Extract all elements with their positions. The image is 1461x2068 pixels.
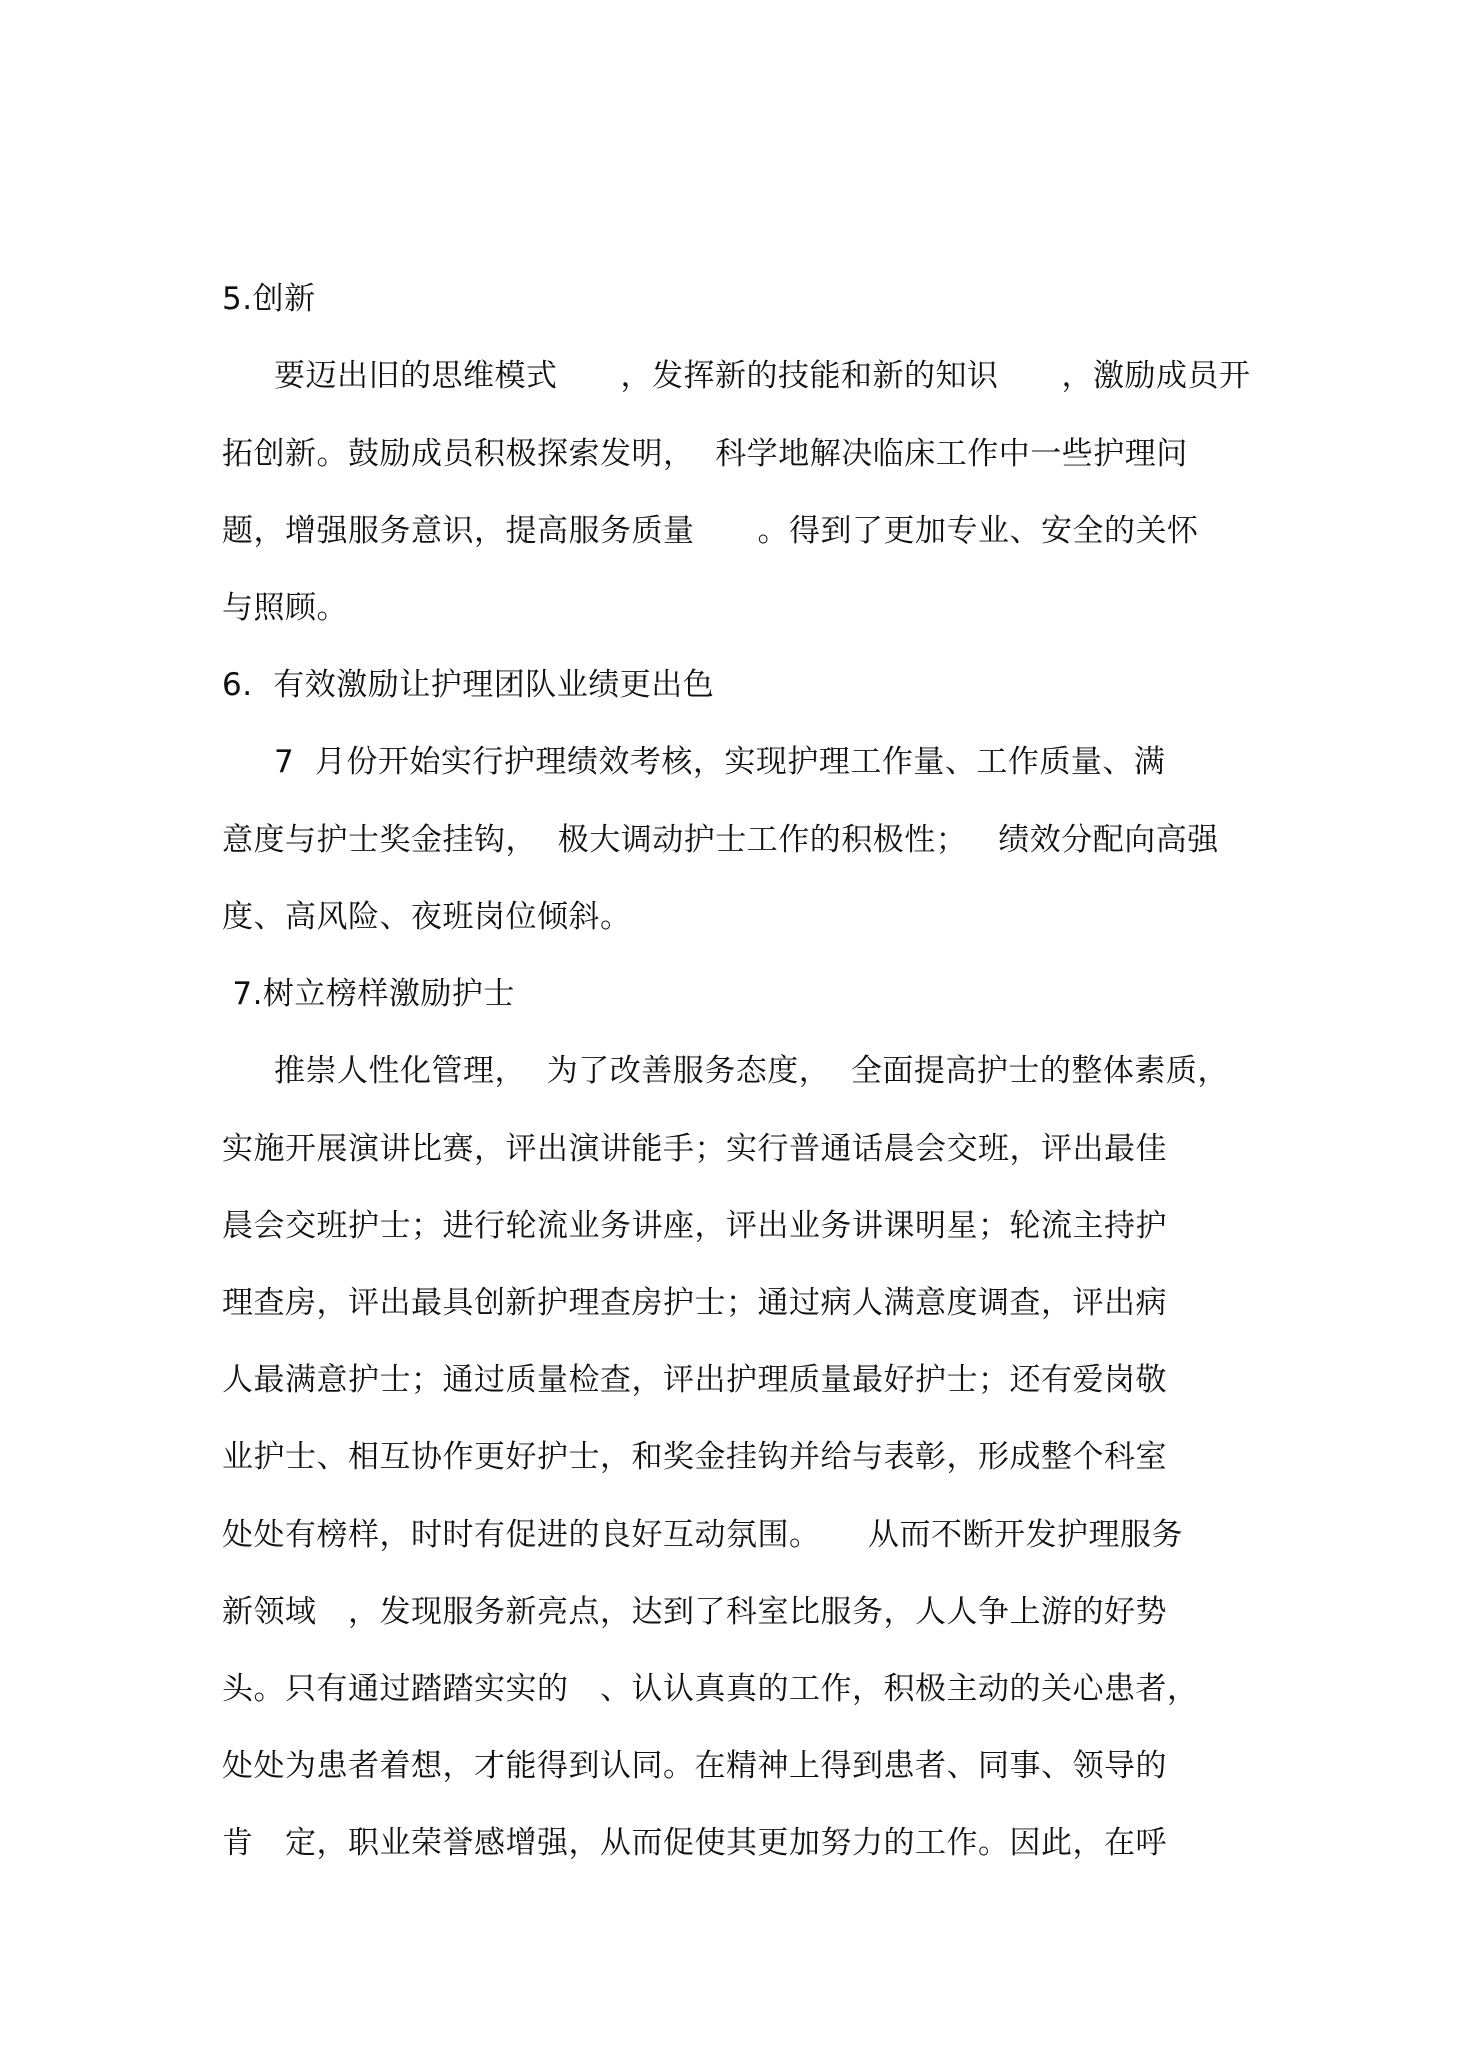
section-7-line-6: 业护士、相互协作更好护士，和奖金挂钩并给与表彰，形成整个科室 [222,1439,1167,1475]
section-5-heading: 5.创新 [222,281,316,317]
section-6-line-1: 7 月份开始实行护理绩效考核，实现护理工作量、工作质量、满 [274,744,1166,780]
section-7-heading: 7.树立榜样激励护士 [222,976,515,1012]
section-6-line-2: 意度与护士奖金挂钩， 极大调动护士工作的积极性； 绩效分配向高强 [222,822,1219,858]
section-6-line-3: 度、高风险、夜班岗位倾斜。 [222,899,632,935]
section-7-line-8: 新领域 ，发现服务新亮点，达到了科室比服务，人人争上游的好势 [222,1594,1167,1630]
section-6-heading: 6. 有效激励让护理团队业绩更出色 [222,667,715,703]
section-7-line-3: 晨会交班护士；进行轮流业务讲座，评出业务讲课明星；轮流主持护 [222,1208,1167,1244]
section-7-line-2: 实施开展演讲比赛，评出演讲能手；实行普通话晨会交班，评出最佳 [222,1131,1167,1167]
section-7-line-5: 人最满意护士；通过质量检查，评出护理质量最好护士；还有爱岗敬 [222,1362,1167,1398]
section-7-line-11: 肯 定，职业荣誉感增强，从而促使其更加努力的工作。因此，在呼 [222,1825,1167,1861]
section-5-line-1: 要迈出旧的思维模式 ，发挥新的技能和新的知识 ，激励成员开 [274,358,1251,394]
section-5-line-2: 拓创新。鼓励成员积极探索发明， 科学地解决临床工作中一些护理问 [222,436,1188,472]
section-7-line-7: 处处有榜样，时时有促进的良好互动氛围。 从而不断开发护理服务 [222,1517,1183,1553]
section-7-line-1: 推崇人性化管理， 为了改善服务态度， 全面提高护士的整体素质， [274,1053,1229,1089]
section-7-line-9: 头。只有通过踏踏实实的 、认认真真的工作，积极主动的关心患者， [222,1671,1199,1707]
section-5-line-3: 题，增强服务意识，提高服务质量 。得到了更加专业、安全的关怀 [222,513,1199,549]
section-5-line-4: 与照顾。 [222,590,348,626]
section-7-line-10: 处处为患者着想，才能得到认同。在精神上得到患者、同事、领导的 [222,1748,1167,1784]
section-7-line-4: 理查房，评出最具创新护理查房护士；通过病人满意度调查，评出病 [222,1285,1167,1321]
